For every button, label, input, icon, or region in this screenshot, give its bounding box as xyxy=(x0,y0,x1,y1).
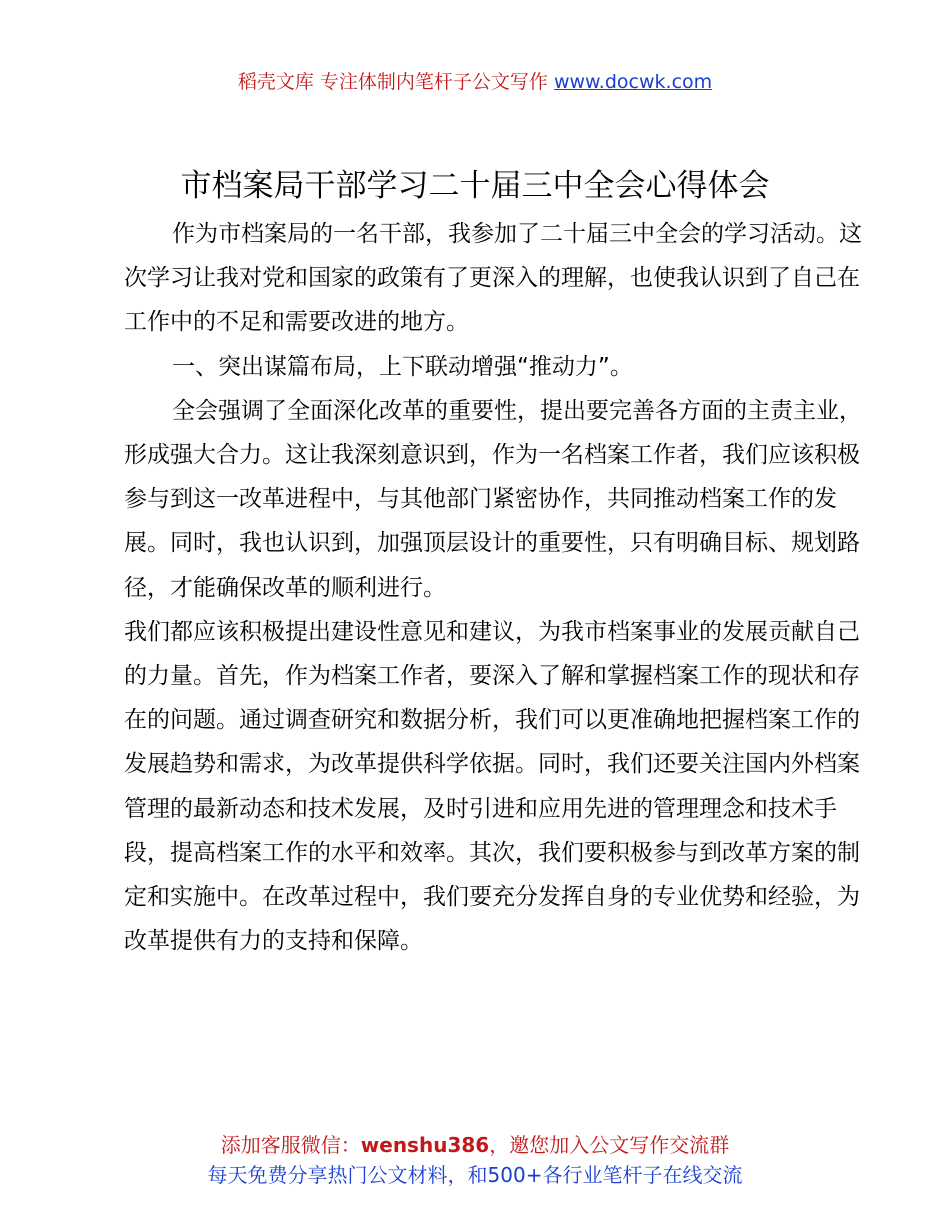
document-title: 市档案局干部学习二十届三中全会心得体会 xyxy=(180,168,770,204)
paragraph: 作为市档案局的一名干部，我参加了二十届三中全会的学习活动。这次学习让我对党和国家的政策有了更深入的理解，也使我认识到了自己在工作中的不足和需要改进的地方。 xyxy=(124,221,862,336)
footer-promo-line: 每天免费分享热门公文材料，和500+各行业笔杆子在线交流 xyxy=(207,1163,743,1187)
paragraph: 我们都应该积极提出建设性意见和建议，为我市档案事业的发展贡献自己的力量。首先，作为档案工作者，要深入了解和掌握档案工作的现状和存在的问题。通过调查研究和数据分析，我们可以更准确地把握档案工作的发展趋势和需求，为改革提供科学依据。同时，我们还要关注国内外档案管理的最新动态和技术发展，及时引进和应用先进的管理理念和技术手段，提高档案工作的水平和效率。其次，我们要积极参与到改革方案的制定和实施中。在改革过程中，我们要充分发挥自身的专业优势和经验，为改革提供有力的支持和保障。 xyxy=(124,618,860,955)
wechat-id: wenshu386 xyxy=(360,1133,490,1157)
paragraph: 全会强调了全面深化改革的重要性，提出要完善各方面的主责主业，形成强大合力。这让我深刻意识到，作为一名档案工作者，我们应该积极参与到这一改革进程中，与其他部门紧密协作，共同推动档案工作的发展。同时，我也认识到，加强顶层设计的重要性，只有明确目标、规划路径，才能确保改革的顺利进行。 xyxy=(124,397,862,601)
page-footer xyxy=(0,1130,950,1190)
footer-contact-line xyxy=(0,1130,950,1160)
page-header xyxy=(0,68,950,96)
footer-contact-prefix: 添加客服微信： xyxy=(220,1133,361,1157)
section-heading: 一、突出谋篇布局，上下联动增强“推动力”。 xyxy=(172,353,633,380)
header-text: 稻壳文库 专注体制内笔杆子公文写作 xyxy=(237,71,554,93)
header-link[interactable]: www.docwk.com xyxy=(553,71,713,93)
document-body xyxy=(124,212,864,963)
footer-contact-suffix: ，邀您加入公文写作交流群 xyxy=(489,1133,730,1157)
